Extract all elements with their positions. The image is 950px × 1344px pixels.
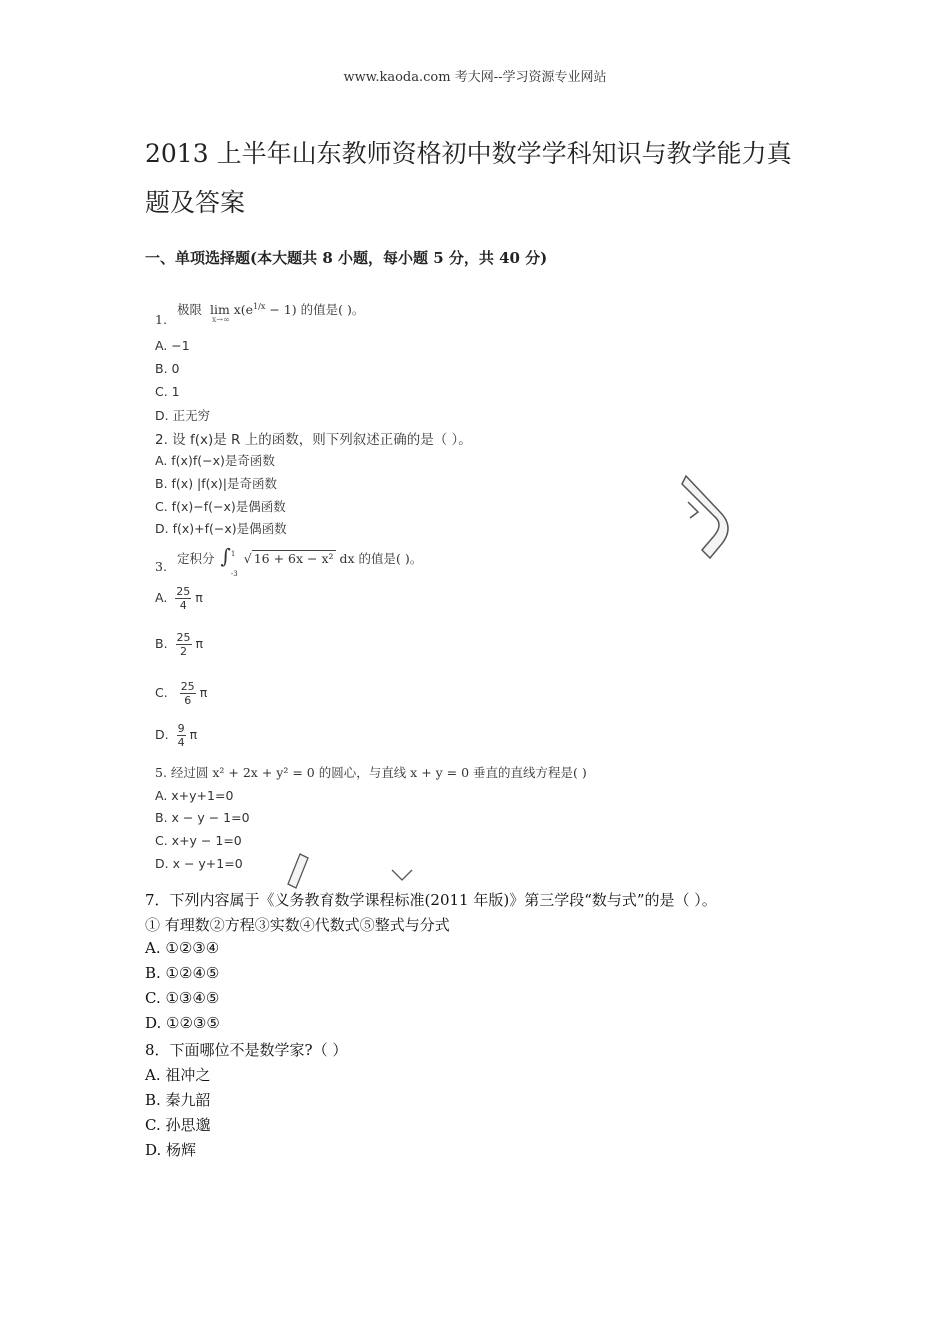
q8-option-c: C. 孙思邈 xyxy=(145,1116,211,1134)
q1-number: 1. xyxy=(155,312,167,327)
q3-option-d-label: D. xyxy=(155,727,169,742)
q8-option-a: A. 祖冲之 xyxy=(145,1066,211,1084)
section-heading: 一、单项选择题(本大题共 8 小题，每小题 5 分，共 40 分) xyxy=(145,249,548,267)
q5-option-c: C. x+y − 1=0 xyxy=(155,833,242,848)
page-title-line2: 题及答案 xyxy=(145,188,246,217)
q3-upper: 1 xyxy=(230,550,236,558)
q1-option-d: D. 正无穷 xyxy=(155,408,211,423)
q3-option-a-num: 25 xyxy=(176,585,191,598)
q8-option-d: D. 杨辉 xyxy=(145,1141,197,1159)
q3-option-a-den: 4 xyxy=(179,599,187,612)
site-header: www.kaoda.com 考大网--学习资源专业网站 xyxy=(343,70,607,85)
q3-option-c-label: C. xyxy=(155,685,168,700)
q3-option-c-den: 6 xyxy=(184,694,192,707)
q1-stem-pre: 极限 xyxy=(177,302,203,317)
q3-option-a-label: A. xyxy=(155,590,168,605)
q3-option-a xyxy=(155,585,203,612)
q3-option-a-pi: π xyxy=(195,590,203,605)
q3-stem-pre: 定积分 xyxy=(177,551,215,566)
q3-option-d-pi: π xyxy=(189,727,198,742)
q3-option-c xyxy=(155,680,207,707)
q3-stem: 定积分 ∫ 1 -3 √ 16 + 6x − x² dx 的值是( )。 xyxy=(177,544,422,584)
q1-expr-tail: − 1) 的值是( )。 xyxy=(265,302,365,317)
q3-option-c-num: 25 xyxy=(180,680,195,693)
q3-option-b-den: 2 xyxy=(180,645,188,658)
page-title-line1: 2013 上半年山东教师资格初中数学学科知识与教学能力真 xyxy=(145,139,792,168)
q3-option-b xyxy=(155,631,203,658)
q7-option-d: D. ①②③⑤ xyxy=(145,1014,220,1032)
q3-option-c-pi: π xyxy=(199,685,208,700)
q3-option-d-den: 4 xyxy=(177,736,185,749)
q3-number: 3. xyxy=(155,559,167,574)
q3-option-b-num: 25 xyxy=(176,631,191,644)
q1-option-a: A. −1 xyxy=(155,338,190,353)
watermark-fragment-right xyxy=(390,868,414,884)
watermark-arrow-shape xyxy=(680,472,740,562)
q3-option-d xyxy=(155,722,197,749)
q3-option-b-label: B. xyxy=(155,636,168,651)
q2-option-c: C. f(x)−f(−x)是偶函数 xyxy=(155,499,286,514)
q3-option-d-num: 9 xyxy=(177,722,185,735)
q5-option-d: D. x − y+1=0 xyxy=(155,856,243,871)
q5-option-a: A. x+y+1=0 xyxy=(155,788,234,803)
q3-stem-post: dx 的值是( )。 xyxy=(339,551,423,566)
q7-items: ① 有理数②方程③实数④代数式⑤整式与分式 xyxy=(145,916,450,934)
q7-option-b: B. ①②④⑤ xyxy=(145,964,220,982)
q8-option-b: B. 秦九韶 xyxy=(145,1091,211,1109)
q3-integral-sign: ∫ xyxy=(220,544,231,568)
q1-lim-sub: x→∞ xyxy=(211,315,230,324)
q5-option-b: B. x − y − 1=0 xyxy=(155,810,250,825)
q3-radicand: 16 + 6x − x² xyxy=(253,551,334,566)
q1-lim: lim xyxy=(210,302,230,317)
q1-option-c: C. 1 xyxy=(155,384,180,399)
q1-stem xyxy=(177,300,365,324)
q2-option-a: A. f(x)f(−x)是奇函数 xyxy=(155,453,275,468)
q1-exp: 1/x xyxy=(253,301,266,311)
q7-stem: 7．下列内容属于《义务教育数学课程标准(2011 年版)》第三学段“数与式”的是（ ）。 xyxy=(145,891,717,909)
q2-option-d: D. f(x)+f(−x)是偶函数 xyxy=(155,521,287,536)
q7-option-a: A. ①②③④ xyxy=(145,939,220,957)
q3-lower: -3 xyxy=(230,570,238,578)
q2-option-b: B. f(x) |f(x)|是奇函数 xyxy=(155,476,278,491)
q5-stem: 5. 经过圆 x² + 2x + y² = 0 的圆心，与直线 x + y = 0 垂直的直线方程是( ) xyxy=(155,765,587,780)
q2-stem: 2. 设 f(x)是 R 上的函数，则下列叙述正确的是（ ）。 xyxy=(155,432,472,448)
q8-stem: 8．下面哪位不是数学家?（ ） xyxy=(145,1041,348,1059)
q1-option-b: B. 0 xyxy=(155,361,180,376)
q3-option-b-pi: π xyxy=(195,636,204,651)
q7-option-c: C. ①③④⑤ xyxy=(145,989,220,1007)
watermark-fragment-left xyxy=(286,852,316,892)
q1-expr: x(e xyxy=(233,302,254,317)
